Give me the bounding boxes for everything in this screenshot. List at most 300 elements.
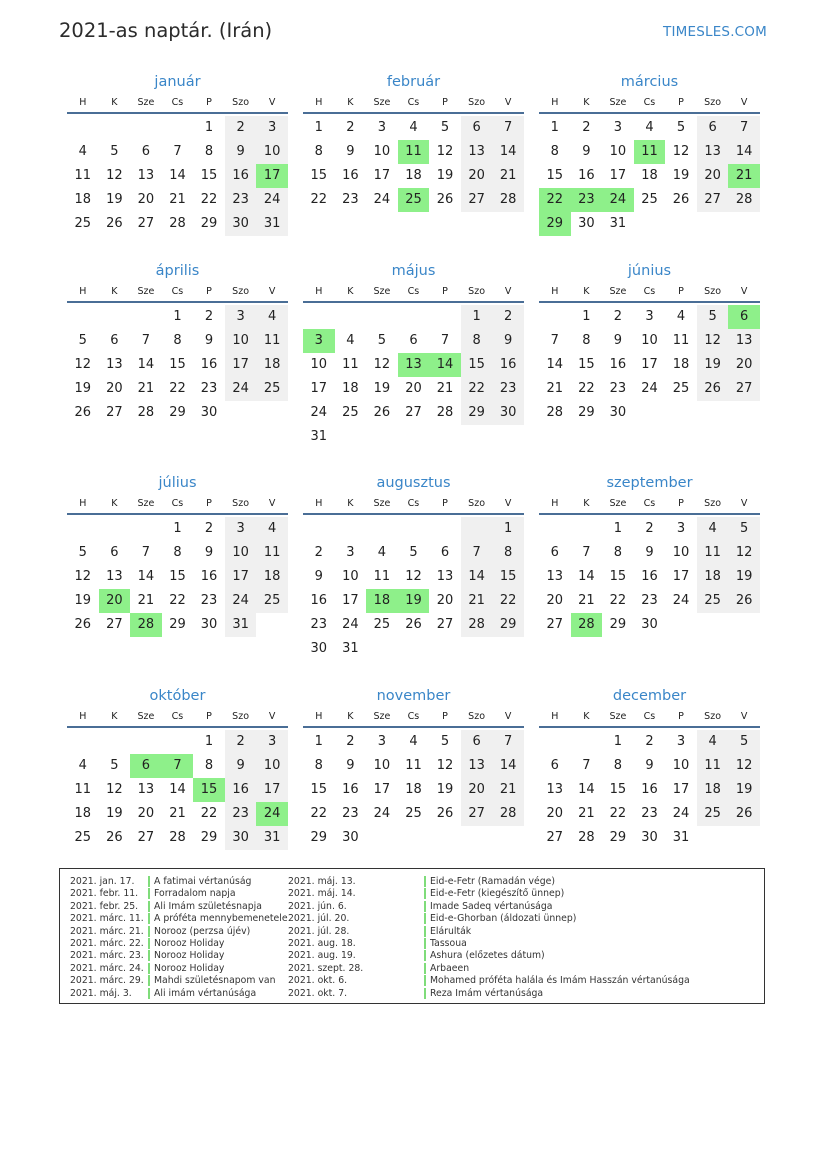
day-cell[interactable]: 11: [405, 758, 422, 773]
day-cell[interactable]: 3: [613, 120, 623, 135]
day-cell[interactable]: 9: [645, 545, 654, 560]
day-cell[interactable]: 6: [697, 116, 729, 140]
day-cell[interactable]: 9: [346, 144, 355, 159]
day-cell[interactable]: 12: [74, 357, 92, 372]
day-cell[interactable]: 5: [78, 333, 87, 348]
day-cell[interactable]: 8: [204, 144, 214, 159]
day-cell[interactable]: 2: [346, 734, 355, 749]
day-cell[interactable]: 17: [641, 357, 658, 372]
day-cell[interactable]: 23: [200, 593, 218, 608]
day-cell[interactable]: 15: [169, 357, 186, 372]
day-cell[interactable]: 27: [697, 188, 729, 212]
day-cell[interactable]: 10: [373, 758, 391, 773]
day-cell[interactable]: 24: [310, 405, 328, 420]
day-cell[interactable]: 16: [342, 168, 359, 183]
day-cell[interactable]: 11: [697, 754, 729, 778]
day-cell[interactable]: 28: [130, 613, 162, 637]
day-cell[interactable]: 19: [728, 778, 760, 802]
day-cell[interactable]: 6: [550, 758, 559, 773]
day-cell[interactable]: 8: [613, 545, 623, 560]
day-cell[interactable]: 30: [641, 830, 658, 845]
day-cell[interactable]: 4: [78, 144, 87, 159]
day-cell[interactable]: 1: [173, 521, 182, 536]
day-cell[interactable]: 2: [204, 309, 214, 324]
day-cell[interactable]: 15: [578, 357, 595, 372]
day-cell[interactable]: 8: [461, 329, 493, 353]
day-cell[interactable]: 23: [310, 617, 328, 632]
day-cell[interactable]: 19: [436, 168, 454, 183]
day-cell[interactable]: 3: [676, 734, 686, 749]
day-cell[interactable]: 15: [169, 569, 186, 584]
day-cell[interactable]: 8: [173, 545, 182, 560]
day-cell[interactable]: 15: [546, 168, 564, 183]
day-cell[interactable]: 31: [609, 216, 627, 231]
day-cell[interactable]: 6: [130, 754, 162, 778]
day-cell[interactable]: 28: [461, 613, 493, 637]
day-cell[interactable]: 5: [697, 305, 729, 329]
day-cell[interactable]: 29: [461, 401, 493, 425]
day-cell[interactable]: 25: [405, 806, 422, 821]
day-cell[interactable]: 31: [672, 830, 690, 845]
day-cell[interactable]: 5: [78, 545, 87, 560]
day-cell[interactable]: 9: [204, 333, 214, 348]
day-cell[interactable]: 7: [141, 545, 151, 560]
day-cell[interactable]: 1: [613, 521, 623, 536]
day-cell[interactable]: 27: [546, 617, 564, 632]
day-cell[interactable]: 23: [342, 192, 359, 207]
day-cell[interactable]: 24: [373, 192, 391, 207]
day-cell[interactable]: 6: [141, 144, 151, 159]
day-cell[interactable]: 5: [728, 517, 760, 541]
day-cell[interactable]: 23: [225, 802, 257, 826]
day-cell[interactable]: 15: [609, 569, 627, 584]
day-cell[interactable]: 15: [492, 565, 524, 589]
day-cell[interactable]: 29: [310, 830, 328, 845]
day-cell[interactable]: 14: [137, 569, 155, 584]
day-cell[interactable]: 24: [225, 377, 257, 401]
day-cell[interactable]: 11: [398, 140, 430, 164]
day-cell[interactable]: 17: [310, 381, 328, 396]
day-cell[interactable]: 21: [492, 164, 524, 188]
day-cell[interactable]: 7: [728, 116, 760, 140]
day-cell[interactable]: 2: [204, 521, 214, 536]
day-cell[interactable]: 6: [110, 545, 119, 560]
day-cell[interactable]: 1: [613, 734, 623, 749]
day-cell[interactable]: 13: [106, 357, 123, 372]
day-cell[interactable]: 19: [728, 565, 760, 589]
day-cell[interactable]: 9: [613, 333, 623, 348]
day-cell[interactable]: 29: [200, 830, 218, 845]
day-cell[interactable]: 3: [225, 517, 257, 541]
day-cell[interactable]: 5: [676, 120, 686, 135]
day-cell[interactable]: 5: [440, 734, 450, 749]
day-cell[interactable]: 23: [641, 806, 658, 821]
day-cell[interactable]: 19: [436, 782, 454, 797]
day-cell[interactable]: 13: [728, 329, 760, 353]
day-cell[interactable]: 11: [634, 140, 666, 164]
day-cell[interactable]: 3: [676, 521, 686, 536]
day-cell[interactable]: 22: [310, 192, 328, 207]
day-cell[interactable]: 24: [342, 617, 359, 632]
day-cell[interactable]: 28: [169, 216, 186, 231]
day-cell[interactable]: 16: [609, 357, 627, 372]
day-cell[interactable]: 2: [645, 521, 654, 536]
day-cell[interactable]: 10: [342, 569, 359, 584]
day-cell[interactable]: 17: [373, 782, 391, 797]
day-cell[interactable]: 14: [169, 782, 186, 797]
day-cell[interactable]: 2: [346, 120, 355, 135]
day-cell[interactable]: 12: [405, 569, 422, 584]
day-cell[interactable]: 13: [137, 168, 155, 183]
day-cell[interactable]: 20: [436, 593, 454, 608]
day-cell[interactable]: 9: [645, 758, 654, 773]
day-cell[interactable]: 18: [641, 168, 658, 183]
day-cell[interactable]: 29: [169, 617, 186, 632]
day-cell[interactable]: 24: [225, 589, 257, 613]
day-cell[interactable]: 20: [405, 381, 422, 396]
day-cell[interactable]: 18: [256, 353, 288, 377]
day-cell[interactable]: 18: [697, 565, 729, 589]
day-cell[interactable]: 7: [550, 333, 559, 348]
day-cell[interactable]: 2: [314, 545, 323, 560]
day-cell[interactable]: 3: [645, 309, 654, 324]
day-cell[interactable]: 2: [225, 116, 257, 140]
day-cell[interactable]: 6: [409, 333, 418, 348]
day-cell[interactable]: 20: [697, 164, 729, 188]
day-cell[interactable]: 30: [641, 617, 658, 632]
day-cell[interactable]: 22: [169, 381, 186, 396]
day-cell[interactable]: 29: [609, 617, 627, 632]
day-cell[interactable]: 17: [256, 164, 288, 188]
day-cell[interactable]: 26: [74, 617, 92, 632]
day-cell[interactable]: 24: [672, 806, 690, 821]
day-cell[interactable]: 8: [582, 333, 591, 348]
day-cell[interactable]: 16: [200, 569, 218, 584]
day-cell[interactable]: 15: [200, 168, 218, 183]
day-cell[interactable]: 4: [676, 309, 686, 324]
day-cell[interactable]: 21: [137, 381, 155, 396]
day-cell[interactable]: 14: [578, 569, 595, 584]
day-cell[interactable]: 25: [256, 377, 288, 401]
day-cell[interactable]: 17: [373, 168, 391, 183]
day-cell[interactable]: 26: [672, 192, 690, 207]
day-cell[interactable]: 5: [728, 730, 760, 754]
day-cell[interactable]: 23: [342, 806, 359, 821]
day-cell[interactable]: 14: [492, 140, 524, 164]
day-cell[interactable]: 30: [578, 216, 595, 231]
day-cell[interactable]: 26: [405, 617, 422, 632]
day-cell[interactable]: 4: [256, 305, 288, 329]
day-cell[interactable]: 22: [578, 381, 595, 396]
day-cell[interactable]: 26: [697, 377, 729, 401]
day-cell[interactable]: 10: [225, 329, 257, 353]
day-cell[interactable]: 14: [546, 357, 564, 372]
day-cell[interactable]: 6: [550, 545, 559, 560]
day-cell[interactable]: 13: [461, 754, 493, 778]
day-cell[interactable]: 12: [74, 569, 92, 584]
day-cell[interactable]: 22: [609, 593, 627, 608]
day-cell[interactable]: 2: [645, 734, 654, 749]
day-cell[interactable]: 3: [346, 545, 355, 560]
day-cell[interactable]: 30: [225, 212, 257, 236]
day-cell[interactable]: 9: [492, 329, 524, 353]
day-cell[interactable]: 18: [366, 589, 398, 613]
day-cell[interactable]: 22: [609, 806, 627, 821]
day-cell[interactable]: 20: [137, 192, 155, 207]
day-cell[interactable]: 31: [225, 613, 257, 637]
day-cell[interactable]: 18: [405, 782, 422, 797]
day-cell[interactable]: 18: [405, 168, 422, 183]
day-cell[interactable]: 5: [110, 144, 119, 159]
day-cell[interactable]: 1: [173, 309, 182, 324]
day-cell[interactable]: 31: [256, 826, 288, 850]
day-cell[interactable]: 28: [728, 188, 760, 212]
day-cell[interactable]: 28: [546, 405, 564, 420]
day-cell[interactable]: 28: [492, 802, 524, 826]
day-cell[interactable]: 27: [436, 617, 454, 632]
day-cell[interactable]: 2: [582, 120, 591, 135]
day-cell[interactable]: 17: [609, 168, 627, 183]
day-cell[interactable]: 21: [169, 806, 186, 821]
day-cell[interactable]: 3: [377, 120, 387, 135]
day-cell[interactable]: 25: [641, 192, 658, 207]
brand-link[interactable]: TIMESLES.COM: [663, 24, 767, 40]
day-cell[interactable]: 19: [373, 381, 391, 396]
day-cell[interactable]: 20: [461, 164, 493, 188]
day-cell[interactable]: 1: [204, 120, 214, 135]
day-cell[interactable]: 5: [377, 333, 387, 348]
day-cell[interactable]: 30: [200, 405, 218, 420]
day-cell[interactable]: 27: [461, 802, 493, 826]
day-cell[interactable]: 29: [492, 613, 524, 637]
day-cell[interactable]: 15: [609, 782, 627, 797]
day-cell[interactable]: 27: [137, 830, 155, 845]
day-cell[interactable]: 19: [672, 168, 690, 183]
day-cell[interactable]: 27: [405, 405, 422, 420]
day-cell[interactable]: 30: [492, 401, 524, 425]
day-cell[interactable]: 24: [672, 593, 690, 608]
day-cell[interactable]: 13: [461, 140, 493, 164]
day-cell[interactable]: 24: [602, 188, 634, 212]
day-cell[interactable]: 15: [193, 778, 225, 802]
day-cell[interactable]: 28: [578, 830, 595, 845]
day-cell[interactable]: 25: [74, 830, 92, 845]
day-cell[interactable]: 29: [609, 830, 627, 845]
day-cell[interactable]: 11: [74, 168, 92, 183]
day-cell[interactable]: 4: [697, 730, 729, 754]
day-cell[interactable]: 27: [461, 188, 493, 212]
day-cell[interactable]: 9: [582, 144, 591, 159]
day-cell[interactable]: 23: [200, 381, 218, 396]
day-cell[interactable]: 28: [169, 830, 186, 845]
day-cell[interactable]: 18: [74, 192, 92, 207]
day-cell[interactable]: 22: [539, 188, 571, 212]
day-cell[interactable]: 21: [461, 589, 493, 613]
day-cell[interactable]: 6: [728, 305, 760, 329]
day-cell[interactable]: 20: [99, 589, 131, 613]
day-cell[interactable]: 3: [256, 730, 288, 754]
day-cell[interactable]: 18: [256, 565, 288, 589]
day-cell[interactable]: 25: [672, 381, 690, 396]
day-cell[interactable]: 20: [546, 593, 564, 608]
day-cell[interactable]: 4: [346, 333, 355, 348]
day-cell[interactable]: 26: [106, 830, 123, 845]
day-cell[interactable]: 30: [200, 617, 218, 632]
day-cell[interactable]: 26: [436, 192, 454, 207]
day-cell[interactable]: 28: [492, 188, 524, 212]
day-cell[interactable]: 22: [200, 806, 218, 821]
day-cell[interactable]: 12: [697, 329, 729, 353]
day-cell[interactable]: 7: [492, 730, 524, 754]
day-cell[interactable]: 30: [342, 830, 359, 845]
day-cell[interactable]: 17: [225, 565, 257, 589]
day-cell[interactable]: 25: [398, 188, 430, 212]
day-cell[interactable]: 23: [225, 188, 257, 212]
day-cell[interactable]: 4: [409, 120, 418, 135]
day-cell[interactable]: 23: [492, 377, 524, 401]
day-cell[interactable]: 9: [225, 754, 257, 778]
day-cell[interactable]: 20: [106, 381, 123, 396]
day-cell[interactable]: 21: [578, 806, 595, 821]
day-cell[interactable]: 7: [440, 333, 450, 348]
day-cell[interactable]: 28: [436, 405, 454, 420]
day-cell[interactable]: 4: [256, 517, 288, 541]
day-cell[interactable]: 18: [697, 778, 729, 802]
day-cell[interactable]: 19: [74, 593, 92, 608]
day-cell[interactable]: 7: [582, 758, 591, 773]
day-cell[interactable]: 11: [697, 541, 729, 565]
day-cell[interactable]: 27: [546, 830, 564, 845]
day-cell[interactable]: 16: [225, 164, 257, 188]
day-cell[interactable]: 12: [728, 754, 760, 778]
day-cell[interactable]: 16: [225, 778, 257, 802]
day-cell[interactable]: 16: [578, 168, 595, 183]
day-cell[interactable]: 29: [200, 216, 218, 231]
day-cell[interactable]: 11: [672, 333, 690, 348]
day-cell[interactable]: 2: [492, 305, 524, 329]
day-cell[interactable]: 20: [461, 778, 493, 802]
day-cell[interactable]: 10: [310, 357, 328, 372]
day-cell[interactable]: 10: [256, 140, 288, 164]
day-cell[interactable]: 22: [200, 192, 218, 207]
day-cell[interactable]: 7: [582, 545, 591, 560]
day-cell[interactable]: 8: [492, 541, 524, 565]
day-cell[interactable]: 13: [398, 353, 430, 377]
day-cell[interactable]: 10: [672, 758, 690, 773]
day-cell[interactable]: 24: [256, 188, 288, 212]
day-cell[interactable]: 17: [672, 569, 690, 584]
day-cell[interactable]: 26: [106, 216, 123, 231]
day-cell[interactable]: 31: [342, 641, 359, 656]
day-cell[interactable]: 14: [492, 754, 524, 778]
day-cell[interactable]: 17: [256, 778, 288, 802]
day-cell[interactable]: 25: [697, 589, 729, 613]
day-cell[interactable]: 7: [141, 333, 151, 348]
day-cell[interactable]: 23: [571, 188, 603, 212]
day-cell[interactable]: 17: [672, 782, 690, 797]
day-cell[interactable]: 24: [256, 802, 288, 826]
day-cell[interactable]: 8: [173, 333, 182, 348]
day-cell[interactable]: 5: [110, 758, 119, 773]
day-cell[interactable]: 4: [377, 545, 387, 560]
day-cell[interactable]: 19: [74, 381, 92, 396]
day-cell[interactable]: 16: [492, 353, 524, 377]
day-cell[interactable]: 19: [697, 353, 729, 377]
day-cell[interactable]: 10: [641, 333, 658, 348]
day-cell[interactable]: 7: [173, 144, 182, 159]
day-cell[interactable]: 26: [74, 405, 92, 420]
day-cell[interactable]: 5: [409, 545, 418, 560]
day-cell[interactable]: 13: [137, 782, 155, 797]
day-cell[interactable]: 6: [461, 116, 493, 140]
day-cell[interactable]: 12: [728, 541, 760, 565]
day-cell[interactable]: 16: [641, 569, 658, 584]
day-cell[interactable]: 28: [137, 405, 155, 420]
day-cell[interactable]: 20: [137, 806, 155, 821]
day-cell[interactable]: 1: [314, 734, 323, 749]
day-cell[interactable]: 29: [578, 405, 595, 420]
day-cell[interactable]: 9: [314, 569, 323, 584]
day-cell[interactable]: 9: [225, 140, 257, 164]
day-cell[interactable]: 26: [373, 405, 391, 420]
day-cell[interactable]: 13: [697, 140, 729, 164]
day-cell[interactable]: 4: [645, 120, 654, 135]
day-cell[interactable]: 6: [110, 333, 119, 348]
day-cell[interactable]: 25: [74, 216, 92, 231]
day-cell[interactable]: 16: [310, 593, 328, 608]
day-cell[interactable]: 25: [373, 617, 391, 632]
day-cell[interactable]: 12: [106, 168, 123, 183]
day-cell[interactable]: 18: [672, 357, 690, 372]
day-cell[interactable]: 8: [314, 144, 323, 159]
day-cell[interactable]: 17: [342, 593, 359, 608]
day-cell[interactable]: 11: [373, 569, 391, 584]
day-cell[interactable]: 10: [373, 144, 391, 159]
day-cell[interactable]: 19: [106, 192, 123, 207]
day-cell[interactable]: 12: [373, 357, 391, 372]
day-cell[interactable]: 27: [728, 377, 760, 401]
day-cell[interactable]: 2: [225, 730, 257, 754]
day-cell[interactable]: 19: [398, 589, 430, 613]
day-cell[interactable]: 7: [461, 541, 493, 565]
day-cell[interactable]: 30: [609, 405, 627, 420]
day-cell[interactable]: 21: [436, 381, 454, 396]
day-cell[interactable]: 25: [256, 589, 288, 613]
day-cell[interactable]: 17: [225, 353, 257, 377]
day-cell[interactable]: 13: [106, 569, 123, 584]
day-cell[interactable]: 4: [78, 758, 87, 773]
day-cell[interactable]: 6: [461, 730, 493, 754]
day-cell[interactable]: 25: [342, 405, 359, 420]
day-cell[interactable]: 11: [256, 329, 288, 353]
day-cell[interactable]: 26: [728, 802, 760, 826]
day-cell[interactable]: 30: [310, 641, 328, 656]
day-cell[interactable]: 22: [310, 806, 328, 821]
day-cell[interactable]: 11: [256, 541, 288, 565]
day-cell[interactable]: 9: [346, 758, 355, 773]
day-cell[interactable]: 1: [314, 120, 323, 135]
day-cell[interactable]: 1: [550, 120, 559, 135]
day-cell[interactable]: 29: [169, 405, 186, 420]
day-cell[interactable]: 8: [613, 758, 623, 773]
day-cell[interactable]: 16: [342, 782, 359, 797]
day-cell[interactable]: 29: [539, 212, 571, 236]
day-cell[interactable]: 28: [571, 613, 603, 637]
day-cell[interactable]: 14: [461, 565, 493, 589]
day-cell[interactable]: 1: [461, 305, 493, 329]
day-cell[interactable]: 13: [436, 569, 454, 584]
day-cell[interactable]: 25: [697, 802, 729, 826]
